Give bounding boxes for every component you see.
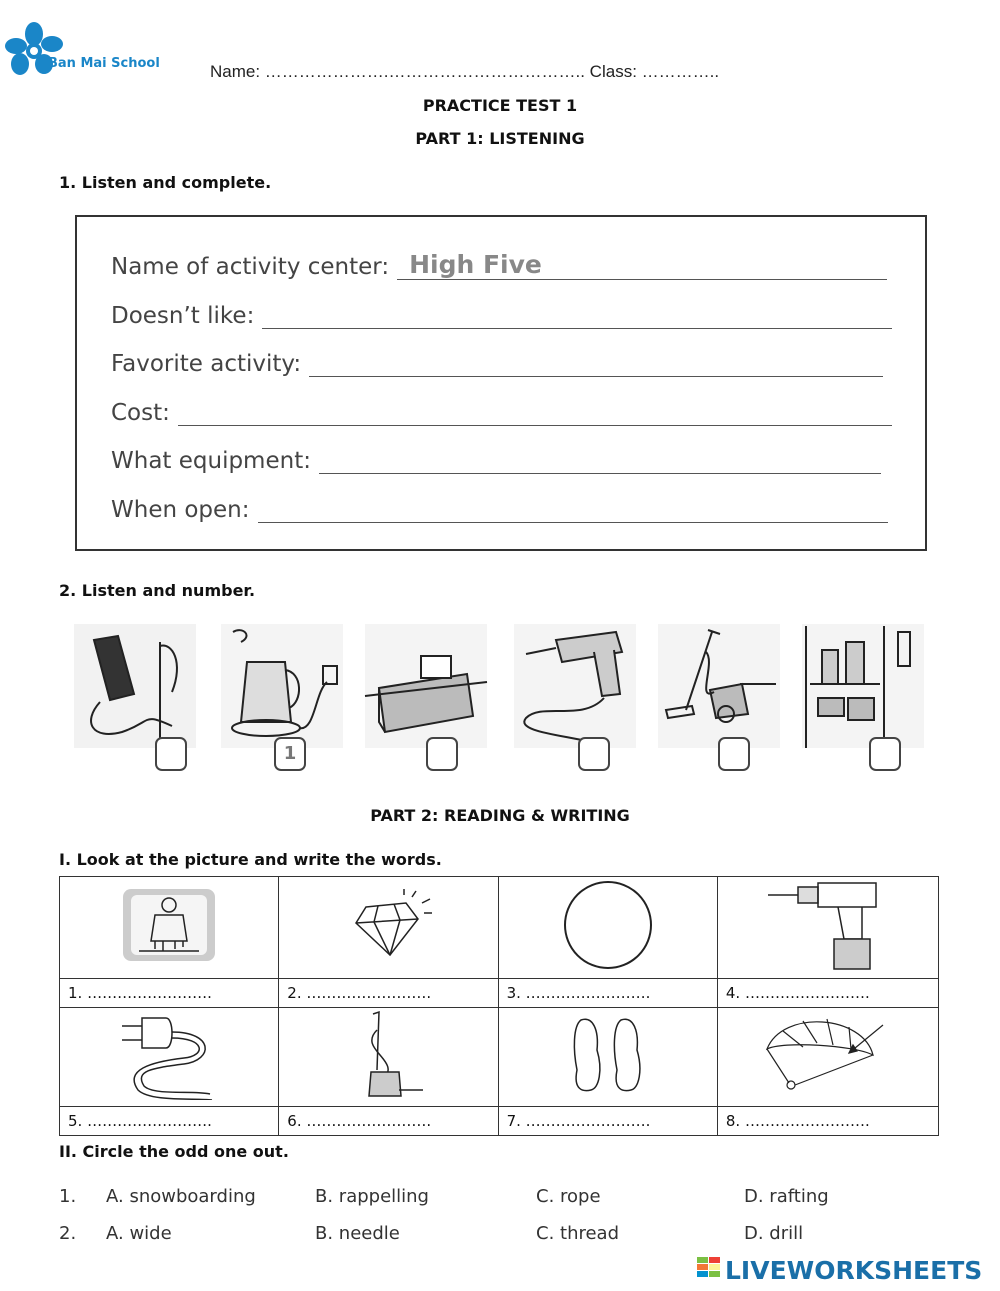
- name-class-line: Name: ………………….…………………………….. Class: …………..: [210, 62, 720, 81]
- flower-logo-icon: [4, 22, 64, 80]
- fill-row-equipment: What equipment:: [111, 447, 881, 474]
- part1-title: PART 1: LISTENING: [415, 129, 585, 148]
- answer-field[interactable]: [397, 250, 887, 280]
- number-box[interactable]: [155, 737, 187, 771]
- answer-label[interactable]: 3. …………………….: [498, 979, 717, 1008]
- vacuum-icon: [279, 1008, 498, 1107]
- kettle-icon: [219, 622, 345, 750]
- liveworksheets-icon: [697, 1257, 721, 1283]
- question-number: 2.: [59, 1223, 77, 1244]
- answer-field[interactable]: [309, 350, 883, 377]
- school-name: Ban Mai School: [48, 56, 160, 71]
- listen-complete-box: [75, 215, 927, 551]
- fill-row-activity-center: Name of activity center: High Five: [111, 253, 887, 280]
- fridge-icon: [800, 622, 926, 750]
- fill-row-when-open: When open:: [111, 496, 888, 523]
- option-d[interactable]: D. drill: [744, 1223, 804, 1244]
- circle-icon: [498, 877, 717, 979]
- toaster-icon: [363, 622, 489, 750]
- answer-label[interactable]: 1. …………………….: [60, 979, 279, 1008]
- answer-field[interactable]: [258, 496, 888, 523]
- fill-row-favorite-activity: Favorite activity:: [111, 350, 883, 377]
- wet-clothes-icon: [60, 877, 279, 979]
- thread-needle-icon: [72, 622, 198, 750]
- school-logo: [4, 22, 174, 82]
- liveworksheets-text: LIVEWORKSHEETS: [725, 1255, 983, 1285]
- option-a[interactable]: A. wide: [106, 1223, 172, 1244]
- drill-icon: [512, 622, 638, 750]
- option-c[interactable]: C. rope: [536, 1186, 601, 1207]
- part2-title: PART 2: READING & WRITING: [370, 806, 630, 825]
- section1-heading: 1. Listen and complete.: [59, 173, 272, 192]
- parachute-icon: [717, 1008, 938, 1107]
- answer-label[interactable]: 8. …………………….: [717, 1107, 938, 1136]
- plug-icon: [60, 1008, 279, 1107]
- fill-row-doesnt-like: Doesn’t like:: [111, 302, 892, 329]
- flippers-icon: [498, 1008, 717, 1107]
- answer-label[interactable]: 7. …………………….: [498, 1107, 717, 1136]
- number-box[interactable]: [578, 737, 610, 771]
- section2-heading: 2. Listen and number.: [59, 581, 256, 600]
- answer-field[interactable]: [178, 399, 892, 426]
- odd-one-out-heading: II. Circle the odd one out.: [59, 1142, 289, 1161]
- look-write-heading: I. Look at the picture and write the words.: [59, 850, 442, 869]
- option-d[interactable]: D. rafting: [744, 1186, 829, 1207]
- answer-label[interactable]: 5. …………………….: [60, 1107, 279, 1136]
- answer-text: High Five: [409, 250, 542, 279]
- vacuum-cleaner-icon: [656, 622, 782, 750]
- option-c[interactable]: C. thread: [536, 1223, 620, 1244]
- answer-field[interactable]: [262, 302, 892, 329]
- answer-label[interactable]: 2. …………………….: [279, 979, 498, 1008]
- option-a[interactable]: A. snowboarding: [106, 1186, 256, 1207]
- answer-label[interactable]: 4. …………………….: [717, 979, 938, 1008]
- number-box[interactable]: [718, 737, 750, 771]
- picture-words-table: [59, 876, 939, 1136]
- page-title: PRACTICE TEST 1: [422, 96, 578, 115]
- answer-field[interactable]: [319, 447, 881, 474]
- power-drill-icon: [717, 877, 938, 979]
- fill-row-cost: Cost:: [111, 399, 892, 426]
- number-box[interactable]: [426, 737, 458, 771]
- number-box[interactable]: [869, 737, 901, 771]
- liveworksheets-logo: [697, 1256, 982, 1284]
- number-box[interactable]: 1: [274, 737, 306, 771]
- option-b[interactable]: B. needle: [315, 1223, 400, 1244]
- diamond-icon: [279, 877, 498, 979]
- answer-label[interactable]: 6. …………………….: [279, 1107, 498, 1136]
- question-number: 1.: [59, 1186, 77, 1207]
- option-b[interactable]: B. rappelling: [315, 1186, 429, 1207]
